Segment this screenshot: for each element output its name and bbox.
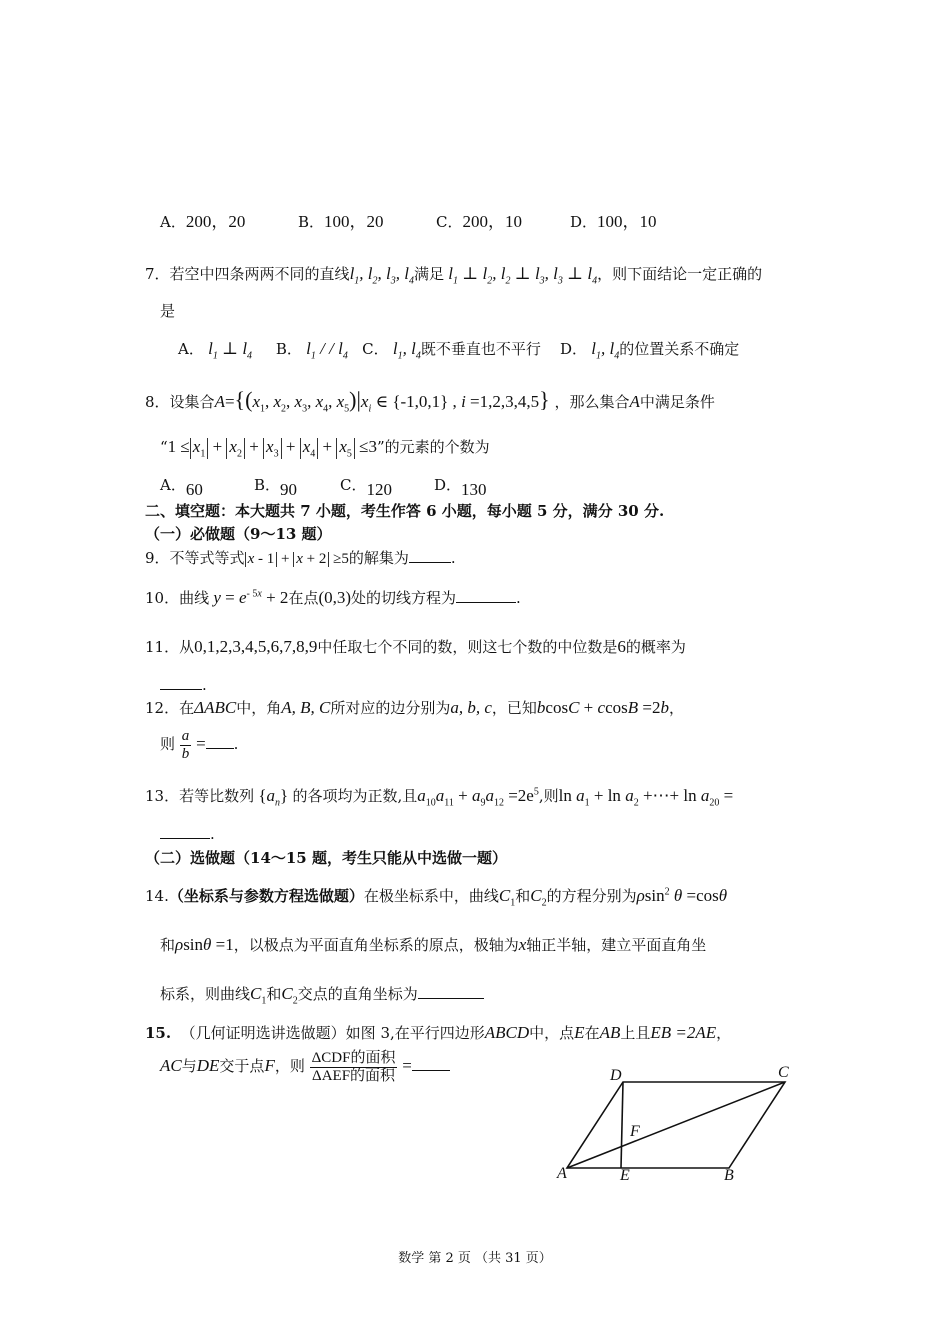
q12-answer-blank[interactable] xyxy=(206,747,234,749)
q6-d-value: 100，10 xyxy=(597,212,657,231)
section2-part2: （二）选做题（14～15 题，考生只能从中选做一题） xyxy=(145,849,507,867)
q15-line2: AC与DE交于点F，则 $\frac{\text{ΔCDF的面积}}{\text{ΔAEF的面积}}$ = xyxy=(160,1050,450,1084)
q8-condition: “$1 \le x_1 + x_2 + x_3 + x_4 + x_5 \le 3$”的元素的个数为 xyxy=(160,437,490,460)
q7-stem: 7．若空中四条两两不同的直线$l_1$, $l_2$, $l_3$, $l_4$满足 $l_1$ ⊥ $l_2$, $l_2$ ⊥ $l_3$, $l_3$ ⊥ $l_4$，则下面结论一定正确的 xyxy=(145,264,763,287)
q14-line3: 标系，则曲线$C_1$和$C_2$交点的直角坐标为 xyxy=(160,984,484,1007)
q14: 14.（坐标系与参数方程选做题）在极坐标系中，曲线$C_1$和$C_2$的方程分别为ρsin$^2$ θ =cosθ xyxy=(145,886,728,909)
point-label-b: B xyxy=(724,1167,734,1184)
q9-answer-blank[interactable] xyxy=(409,561,451,563)
q13-line2: . xyxy=(160,825,215,843)
q13: 13．若等比数列 $\{a_n\}$ 的各项均为正数,且$a_{10}a_{11} + a_9a_{12} =2e^5$,则$\ln a_1 + \ln a_2$ +⋯+ $\ln a_{20}$ = xyxy=(145,786,734,809)
q15-answer-blank[interactable] xyxy=(412,1069,450,1071)
point-label-f: F xyxy=(630,1123,640,1140)
q11-answer-blank[interactable] xyxy=(160,688,202,690)
q8-stem: 8．设集合$A=\{(x_1$, $x_2$, $x_3$, $x_4$, $x_5)|x_i$ ∈ {-1,0,1} , i =1,2,3,4,5} ，那么集合A中满足条件 xyxy=(145,387,715,415)
point-label-d: D xyxy=(610,1067,622,1084)
section2-title: 二、填空题：本大题共 7 小题，考生作答 6 小题，每小题 5 分，满分 30 分. xyxy=(145,502,665,520)
q10-answer-blank[interactable] xyxy=(456,601,516,603)
q11-line2: . xyxy=(160,676,207,694)
q15: 15. （几何证明选讲选做题）如图 3,在平行四边形ABCD中，点E在AB上且EB =2AE， xyxy=(145,1023,732,1042)
q14-answer-blank[interactable] xyxy=(418,997,484,999)
point-label-a: A xyxy=(557,1165,567,1182)
q15-fraction-numerator: ΔCDF的面积 xyxy=(311,1050,396,1066)
q12: 12．在ΔABC中，角A, B, C所对应的边分别为a, b, c，已知bcosC + ccosB =2b， xyxy=(145,698,684,717)
q6-d-label: D． xyxy=(570,213,598,231)
q6-c-value: 200，10 xyxy=(462,212,522,231)
q6-b-label: B． xyxy=(298,213,325,231)
segment-de xyxy=(621,1082,623,1168)
page-footer: 数学 第 2 页 （共 31 页） xyxy=(398,1251,552,1266)
diagonal-ac xyxy=(567,1082,785,1168)
q12-line2: 则 $\frac{a}{b}$ = . xyxy=(160,728,239,762)
q15-fraction-denominator: ΔAEF的面积 xyxy=(312,1067,396,1084)
q6-b-value: 100，20 xyxy=(324,212,384,231)
figure-parallelogram xyxy=(550,1062,800,1187)
q6-a-value: 200，20 xyxy=(185,212,246,231)
section2-part1: （一）必做题（9～13 题） xyxy=(145,525,332,543)
q8-options: A．60 B．90 C．120 D．130 xyxy=(160,476,487,499)
q14-line2: 和ρsinθ =1，以极点为平面直角坐标系的原点，极轴为x轴正半轴，建立平面直角坐 xyxy=(160,935,707,954)
q11: 11．从0,1,2,3,4,5,6,7,8,9中任取七个不同的数，则这七个数的中位数是6的概率为 xyxy=(145,637,686,656)
q7-options: A． $l_1$ ⊥ $l_4$ B． $l_1$ / / $l_4$ C． $l_1$, $l_4$既不垂直也不平行 D． $l_1$, $l_4$的位置关系不确定 xyxy=(178,339,740,362)
point-label-e: E xyxy=(620,1167,630,1184)
q6-options xyxy=(160,212,657,232)
q13-answer-blank[interactable] xyxy=(160,837,210,839)
q6-c-label: C． xyxy=(436,213,463,231)
q6-a-label: A． xyxy=(160,213,186,231)
q7-stem-line2: 是 xyxy=(160,302,176,320)
q10: 10．曲线 $y = e^{- 5x} + 2$在点(0,3)处的切线方程为 . xyxy=(145,588,521,607)
q9: 9．不等式等式 x - 1 + x + 2 ≥5的解集为 . xyxy=(145,549,456,567)
point-label-c: C xyxy=(778,1064,789,1081)
